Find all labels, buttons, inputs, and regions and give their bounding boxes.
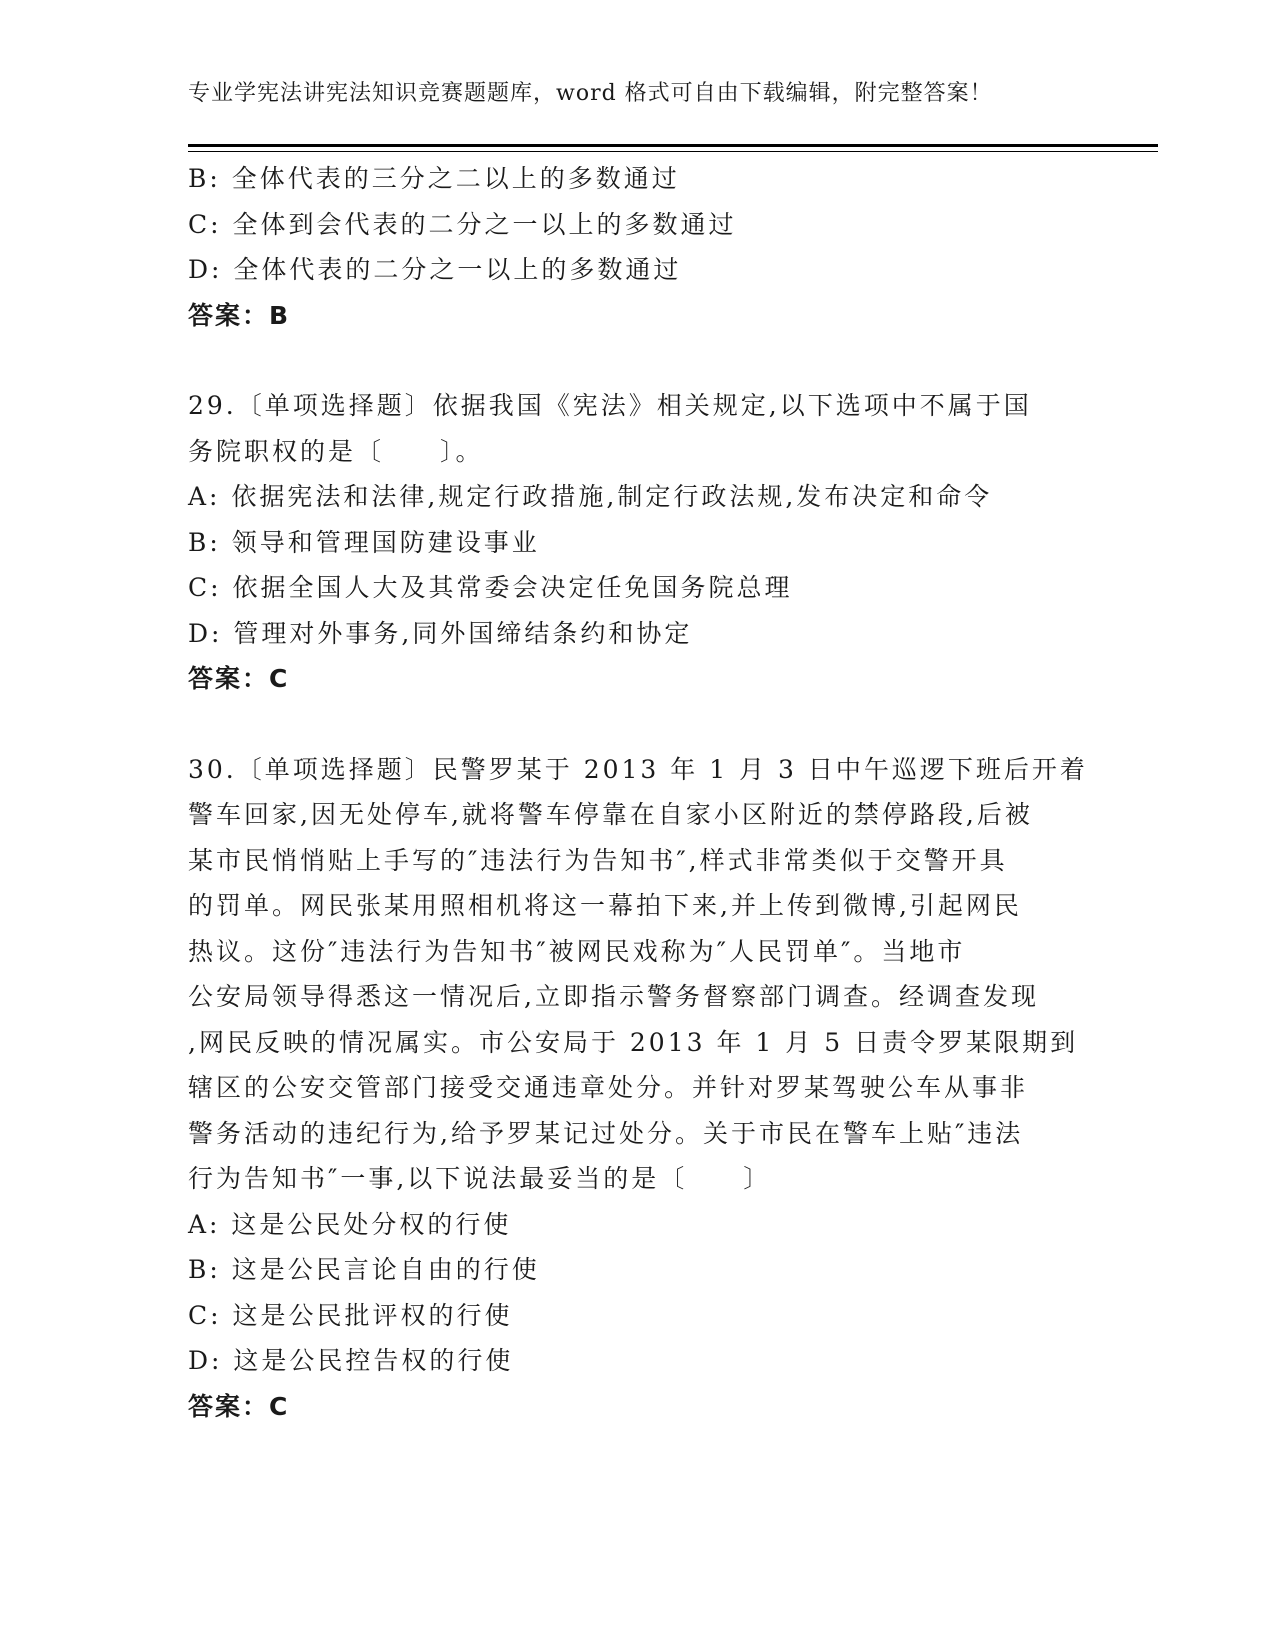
question-text-line: 行为告知书″一事,以下说法最妥当的是〔 〕 (188, 1164, 772, 1193)
option-a: A: 依据宪法和法律,规定行政措施,制定行政法规,发布决定和命令 (188, 482, 993, 511)
option-c: C: 这是公民批评权的行使 (188, 1300, 513, 1330)
question-text-line: 务院职权的是〔 〕。 (188, 436, 484, 466)
question-text-line: 公安局领导得悉这一情况后,立即指示警务督察部门调查。经调查发现 (188, 982, 1039, 1011)
option-d: D: 管理对外事务,同外国缔结条约和协定 (188, 618, 693, 648)
option-c: C: 全体到会代表的二分之一以上的多数通过 (188, 209, 737, 239)
option-d: D: 这是公民控告权的行使 (188, 1346, 514, 1375)
question-text-line: 30.〔单项选择题〕民警罗某于 2013 年 1 月 3 日中午巡逻下班后开着 (188, 754, 1088, 784)
spacer (188, 338, 1088, 383)
question-text-line: 警务活动的违纪行为,给予罗某记过处分。关于市民在警车上贴″违法 (188, 1118, 1024, 1148)
option-b: B: 全体代表的三分之二以上的多数通过 (188, 164, 680, 193)
document-header: 专业学宪法讲宪法知识竞赛题题库，word 格式可自由下载编辑，附完整答案！ (188, 81, 993, 106)
question-30 (188, 747, 1088, 1430)
document-body (188, 156, 1088, 1429)
header-rule-thin (188, 151, 1158, 152)
option-d: D: 全体代表的二分之一以上的多数通过 (188, 255, 682, 284)
question-text-line: ,网民反映的情况属实。市公安局于 2013 年 1 月 5 日责令罗某限期到 (188, 1027, 1079, 1057)
question-29 (188, 383, 1088, 702)
header-rule-thick (188, 144, 1158, 147)
option-a: A: 这是公民处分权的行使 (188, 1209, 512, 1239)
option-b: B: 这是公民言论自由的行使 (188, 1255, 540, 1284)
answer: 答案：C (188, 664, 290, 693)
answer: 答案：C (188, 1391, 290, 1421)
question-text-line: 热议。这份″违法行为告知书″被网民戏称为″人民罚单″。当地市 (188, 936, 966, 966)
question-text-line: 警车回家,因无处停车,就将警车停靠在自家小区附近的禁停路段,后被 (188, 800, 1033, 829)
question-text-line: 辖区的公安交管部门接受交通违章处分。并针对罗某驾驶公车从事非 (188, 1073, 1029, 1102)
question-text-line: 某市民悄悄贴上手写的″违法行为告知书″,样式非常类似于交警开具 (188, 845, 1008, 875)
question-text-line: 的罚单。网民张某用照相机将这一幕拍下来,并上传到微博,引起网民 (188, 891, 1022, 920)
answer: 答案：B (188, 300, 291, 330)
option-c: C: 依据全国人大及其常委会决定任免国务院总理 (188, 573, 793, 602)
option-b: B: 领导和管理国防建设事业 (188, 527, 540, 557)
spacer (188, 702, 1088, 747)
previous-question (188, 156, 1088, 338)
question-text-line: 29.〔单项选择题〕依据我国《宪法》相关规定,以下选项中不属于国 (188, 391, 1032, 420)
